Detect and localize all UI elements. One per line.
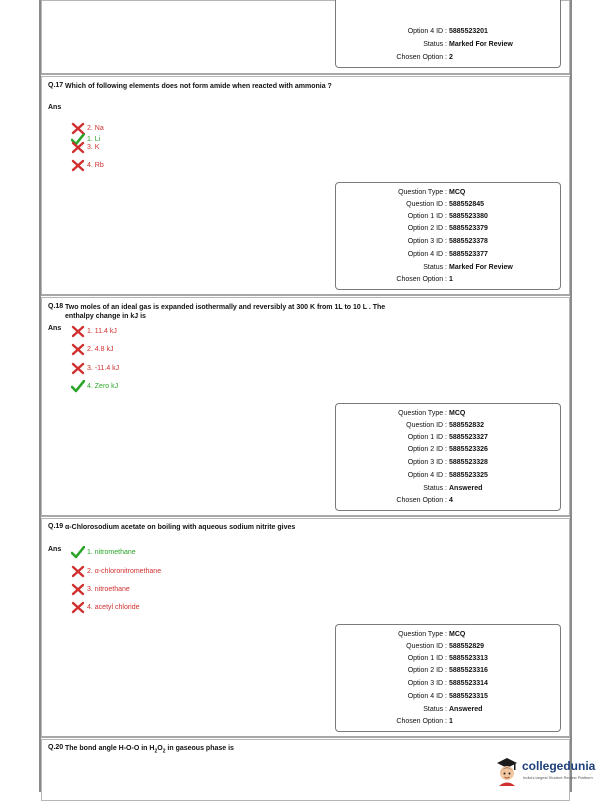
question-text: The bond angle H-O-O in $H_2O_2$ in gaseous phase is [65, 745, 234, 755]
info-row: Status : Answered [423, 485, 483, 492]
info-row: Option 3 ID : 5885523378 [407, 238, 488, 245]
info-row: Status : Answered [423, 706, 483, 713]
option-4: 4. Zero kJ [71, 379, 118, 393]
question-text: Which of following elements does not form amide when reacted with ammonia ? [65, 83, 332, 90]
cross-icon [71, 122, 85, 135]
brand-tagline: India's largest Student Review Platform [523, 775, 593, 780]
info-row: Status : Marked For Review [423, 264, 513, 271]
option-4: 4. Rb [71, 158, 104, 172]
cross-icon [71, 583, 85, 596]
question-text: α-Chlorosodium acetate on boiling with aqueous sodium nitrite gives [65, 524, 296, 531]
option-3: 3. nitroethane [71, 582, 130, 596]
info-row: Option 4 ID : 5885523377 [407, 251, 488, 258]
ans-label: Ans [48, 325, 62, 332]
question-number: Q.18 [48, 303, 64, 310]
check-icon [71, 380, 85, 393]
info-box-16 [335, 0, 561, 68]
cross-icon [71, 141, 85, 154]
cross-icon [71, 601, 85, 614]
info-row: Option 3 ID : 5885523328 [407, 459, 488, 466]
divider [41, 294, 570, 296]
info-row: Option 1 ID : 5885523327 [407, 434, 488, 441]
page-right-border [570, 0, 572, 792]
cross-icon [71, 565, 85, 578]
info-row: Chosen Option : 4 [396, 497, 453, 504]
option-4: 4. acetyl chloride [71, 600, 140, 614]
info-row: Question Type : MCQ [398, 410, 466, 417]
cross-icon [71, 159, 85, 172]
info-row: Option 2 ID : 5885523326 [407, 446, 488, 453]
check-icon [71, 546, 85, 559]
info-box-19 [335, 624, 561, 732]
info-row: Option 3 ID : 5885523314 [407, 680, 488, 687]
option-1: 1. 11.4 kJ [71, 324, 117, 338]
cross-icon [71, 343, 85, 356]
question-text: Two moles of an ideal gas is expanded isothermally and reversibly at 300 K from 1L to 10 L . The enthalpy change in kJ is [65, 304, 386, 320]
info-row: Option 4 ID : 5885523201 [407, 28, 488, 35]
info-row: Status : Marked For Review [423, 41, 513, 48]
info-row: Option 1 ID : 5885523313 [407, 655, 488, 662]
info-row: Question Type : MCQ [398, 631, 466, 638]
divider [41, 736, 570, 738]
info-row: Question ID : 588552829 [406, 643, 485, 650]
question-number: Q.20 [48, 744, 64, 751]
cross-icon [71, 325, 85, 338]
option-1: 1. Li [71, 132, 100, 146]
info-row: Chosen Option : 1 [396, 718, 453, 725]
ans-label: Ans [48, 546, 62, 553]
info-row: Question ID : 588552845 [406, 201, 485, 208]
option-2: 2. Na [71, 121, 104, 135]
option-2: 2. 4.8 kJ [71, 342, 113, 356]
option-3: 3. K [71, 140, 99, 154]
question-number: Q.19 [48, 523, 64, 530]
info-row: Option 2 ID : 5885523316 [407, 667, 488, 674]
question-number: Q.17 [48, 82, 64, 89]
info-box-17 [335, 182, 561, 290]
brand-logo [494, 754, 604, 790]
info-row: Question Type : MCQ [398, 189, 466, 196]
option-3: 3. -11.4 kJ [71, 361, 119, 375]
info-row: Chosen Option : 2 [396, 54, 453, 61]
info-row: Option 4 ID : 5885523315 [407, 693, 488, 700]
info-row: Question ID : 588552832 [406, 422, 485, 429]
graduate-avatar-icon [494, 756, 520, 786]
divider [41, 515, 570, 517]
info-row: Chosen Option : 1 [396, 276, 453, 283]
info-row: Option 1 ID : 5885523380 [407, 213, 488, 220]
info-box-18 [335, 403, 561, 511]
info-row: Option 4 ID : 5885523325 [407, 472, 488, 479]
info-row: Option 2 ID : 5885523379 [407, 225, 488, 232]
divider [41, 73, 570, 75]
brand-name: collegedunia [522, 759, 596, 773]
cross-icon [71, 362, 85, 375]
option-2: 2. α-chloronitromethane [71, 564, 161, 578]
ans-label: Ans [48, 104, 62, 111]
option-1: 1. nitromethane [71, 545, 136, 559]
